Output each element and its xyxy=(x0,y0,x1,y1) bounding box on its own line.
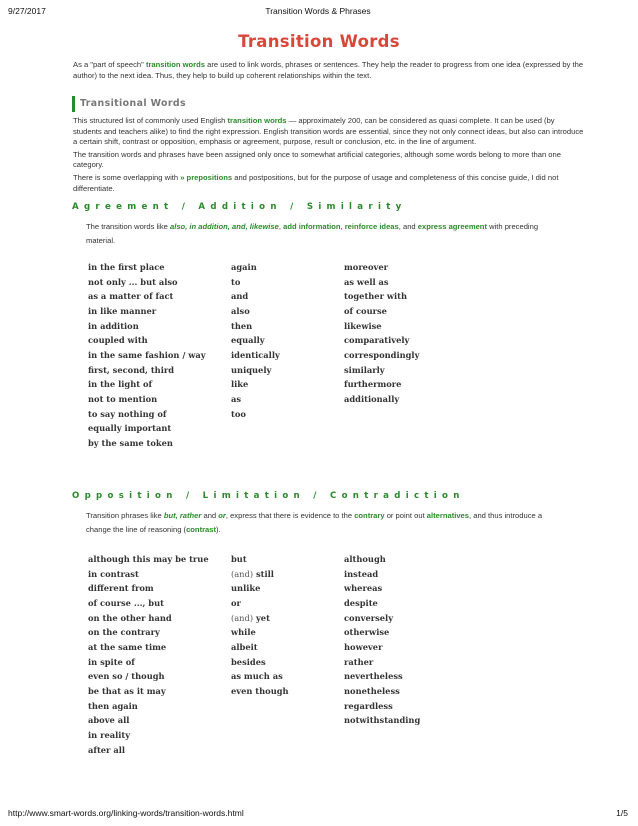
transition-word: at the same time xyxy=(88,641,167,652)
category-heading-agreement: Agreement / Addition / Similarity xyxy=(72,202,407,212)
word-main: unlike xyxy=(231,583,261,594)
transition-word: in the same fashion / way xyxy=(88,349,206,360)
transition-word: to say nothing of xyxy=(88,408,167,419)
transition-word xyxy=(231,611,289,626)
note-text: or point out xyxy=(384,511,427,520)
transition-word: in addition xyxy=(88,320,139,331)
note-text: , xyxy=(278,222,284,231)
page-title: Transition Words xyxy=(238,32,400,51)
transition-word: correspondingly xyxy=(344,349,420,360)
transition-word: nonetheless xyxy=(344,685,400,696)
transition-word: on the contrary xyxy=(88,627,160,638)
print-date: 9/27/2017 xyxy=(8,6,46,16)
word-column-3 xyxy=(344,260,419,407)
transition-word: to xyxy=(231,276,241,287)
word-prefix: (and) xyxy=(231,568,254,579)
category-note-opposition xyxy=(86,509,546,537)
transition-word: uniquely xyxy=(231,364,272,375)
transition-word: comparatively xyxy=(344,335,410,346)
transition-word: equally xyxy=(231,335,265,346)
body-paragraph-2: The transition words and phrases have been assigned only once to somewhat artificial categories, although some words belong to more than one category. xyxy=(73,149,561,170)
word-main: but xyxy=(231,554,247,564)
transition-word: even so / though xyxy=(88,671,165,682)
word-column-1 xyxy=(88,552,209,757)
transition-word: in like manner xyxy=(88,305,157,316)
word-column-2 xyxy=(231,260,280,421)
transition-word: in the light of xyxy=(88,379,153,390)
transition-word: then xyxy=(231,320,253,331)
transition-word: on the other hand xyxy=(88,612,172,623)
transition-word: then again xyxy=(88,700,138,711)
transition-word: identically xyxy=(231,349,280,360)
transition-word xyxy=(231,567,289,582)
transition-word: after all xyxy=(88,744,125,755)
print-url: http://www.smart-words.org/linking-words/transition-words.html xyxy=(8,808,244,818)
body-text: and postpositions, but for the purpose of usage and completeness of this concise guide, I did not differentiate. xyxy=(73,172,559,193)
transition-word xyxy=(231,596,289,611)
print-page-number: 1/5 xyxy=(616,808,628,818)
word-main: yet xyxy=(255,612,270,623)
transition-word: instead xyxy=(344,568,379,579)
word-main: while xyxy=(231,627,256,638)
word-prefix: (and) xyxy=(231,612,254,623)
transition-word: first, second, third xyxy=(88,364,175,375)
transition-word xyxy=(231,669,289,684)
transition-word xyxy=(231,655,289,670)
note-text: , and thus introduce a change the line of reasoning ( xyxy=(86,511,543,534)
transition-word: of course ..., but xyxy=(88,597,164,608)
transition-word: rather xyxy=(344,656,374,667)
word-column-3 xyxy=(344,552,420,728)
transition-word: equally important xyxy=(88,423,172,434)
transition-word: regardless xyxy=(344,700,393,711)
intro-text: As a "part of speech" xyxy=(73,60,146,69)
transition-word: not only ... but also xyxy=(88,276,178,287)
category-note-agreement xyxy=(86,220,546,248)
transition-word: and xyxy=(231,291,249,302)
transition-word: conversely xyxy=(344,612,394,623)
transition-word: like xyxy=(231,379,249,390)
transition-word: additionally xyxy=(344,393,400,404)
transition-word: in the first place xyxy=(88,262,165,272)
transition-word: in spite of xyxy=(88,656,135,667)
transition-word: although xyxy=(344,554,386,564)
transition-word: as well as xyxy=(344,276,389,287)
transition-word xyxy=(231,625,289,640)
note-keyword: also, in addition, and, likewise xyxy=(170,222,279,231)
note-text: ). xyxy=(216,525,221,534)
transition-word: again xyxy=(231,262,257,272)
word-column-2 xyxy=(231,552,289,699)
transition-word: of course xyxy=(344,305,387,316)
section-body xyxy=(73,116,585,196)
word-main: or xyxy=(231,597,241,608)
transition-word xyxy=(231,640,289,655)
print-header xyxy=(8,6,628,18)
note-keyword: contrary xyxy=(354,511,385,520)
transition-word: by the same token xyxy=(88,437,173,448)
transition-word: coupled with xyxy=(88,335,148,346)
transition-word: similarly xyxy=(344,364,385,375)
transition-word: in contrast xyxy=(88,568,139,579)
word-main: even though xyxy=(231,685,289,696)
transition-word: moreover xyxy=(344,262,388,272)
note-text: , xyxy=(340,222,345,231)
transition-word: although this may be true xyxy=(88,554,209,564)
body-link-transition-words[interactable]: transition words xyxy=(227,116,287,125)
intro-text-rest: are used to link words, phrases or sentences. They help the reader to progress from one idea (expressed by the author) to the next idea. Thus, they help to build up coherent relationships within the text. xyxy=(73,60,584,80)
body-text: — approximately 200, can be considered as quasi complete. It can be used (by students and teachers alike) to find the right expression. English transition words are essential, since they not only connect ideas, but also can introduce a certain shift, contrast or opposition, emphasis or agreement, purpose, result or conclusion, etc. in the line of argument. xyxy=(73,116,584,147)
body-text: There is some overlapping with xyxy=(73,172,181,182)
note-text: and xyxy=(201,511,219,520)
body-paragraph-3 xyxy=(73,173,585,194)
transition-word: also xyxy=(231,305,250,316)
transition-word: be that as it may xyxy=(88,685,166,696)
word-main: albeit xyxy=(231,641,258,652)
intro-paragraph xyxy=(73,59,585,81)
body-text: This structured list of commonly used English xyxy=(73,116,228,125)
transition-word: above all xyxy=(88,715,130,726)
transition-word: otherwise xyxy=(344,627,390,638)
transition-word: however xyxy=(344,641,383,652)
note-keyword: contrast xyxy=(186,525,217,534)
transition-word xyxy=(231,552,289,567)
transition-word: nevertheless xyxy=(344,671,403,682)
note-keyword: reinforce ideas xyxy=(344,222,399,231)
print-footer xyxy=(8,808,628,820)
transition-word: likewise xyxy=(344,320,382,331)
note-text: The transition words like xyxy=(86,222,170,231)
transition-word: too xyxy=(231,408,246,419)
word-main: still xyxy=(255,568,274,579)
transition-word: as a matter of fact xyxy=(88,291,174,302)
note-keyword: or xyxy=(218,511,226,520)
intro-link-transition-words[interactable]: transition words xyxy=(145,60,206,69)
note-keyword: alternatives xyxy=(426,511,470,520)
transition-word: whereas xyxy=(344,583,383,594)
transition-word: different from xyxy=(88,583,154,594)
transition-word: in reality xyxy=(88,729,131,740)
transition-word: as xyxy=(231,393,242,404)
transition-word: not to mention xyxy=(88,393,158,404)
body-paragraph-1 xyxy=(73,116,585,148)
note-keyword: express agreement xyxy=(417,222,487,231)
word-main: besides xyxy=(231,656,266,667)
word-main: as much as xyxy=(231,671,283,682)
section-heading-transitional-words: Transitional Words xyxy=(72,96,186,112)
note-keyword: but, rather xyxy=(163,511,202,520)
transition-word: despite xyxy=(344,597,378,608)
note-text: Transition phrases like xyxy=(86,511,164,520)
transition-word xyxy=(231,581,289,596)
note-keyword: add information xyxy=(283,222,341,231)
transition-word xyxy=(231,684,289,699)
prepositions-link[interactable]: » prepositions xyxy=(180,172,233,182)
note-text: , express that there is evidence to the xyxy=(225,511,355,520)
note-text: with preceding material. xyxy=(86,222,539,245)
transition-word: notwithstanding xyxy=(344,715,421,726)
word-column-1 xyxy=(88,260,206,451)
transition-word: furthermore xyxy=(344,379,402,390)
print-page-title: Transition Words & Phrases xyxy=(265,6,371,16)
note-text: , and xyxy=(398,222,418,231)
category-heading-opposition: Opposition / Limitation / Contradiction xyxy=(72,491,465,501)
transition-word: together with xyxy=(344,291,408,302)
